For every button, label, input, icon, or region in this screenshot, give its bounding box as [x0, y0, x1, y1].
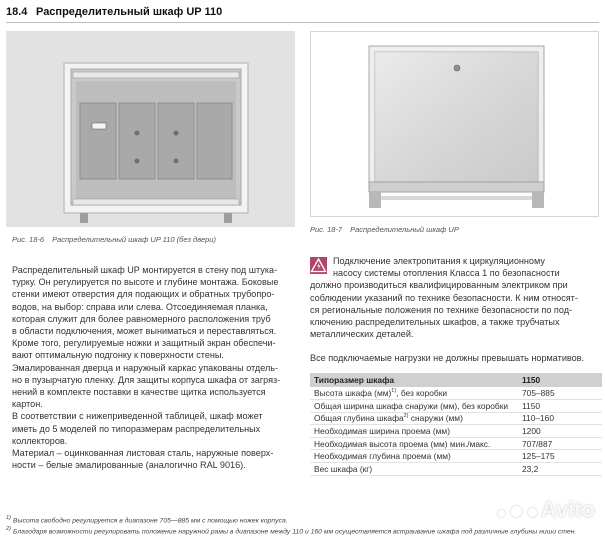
row-value: 707/887	[516, 437, 602, 450]
body-line: Эмалированная дверца и наружный каркас упакованы отдель-	[12, 362, 279, 373]
body-line: В соответствии с нижеприведенной таблицей, шкаф может	[12, 411, 263, 422]
row-label: Вес шкафа (кг)	[310, 463, 516, 476]
body-line: Кроме того, регулируемые ножки и защитный экран обеспечи-	[12, 338, 276, 349]
warning-line: металлических деталей.	[310, 329, 414, 340]
figure-label-left: Рис. 18-6	[12, 235, 45, 244]
row-label: Общая ширина шкафа снаружи (мм), без коробки	[310, 400, 516, 413]
row-value: 110–160	[516, 412, 602, 425]
body-line: иметь до 5 моделей по типоразмерам распределительных	[12, 423, 261, 434]
load-note: Все подключаемые нагрузки не должны превышать нормативов.	[310, 353, 585, 363]
avito-watermark	[498, 497, 595, 523]
table-header-label: Типоразмер шкафа	[310, 373, 516, 387]
table-row	[310, 400, 602, 413]
figure-caption-left	[12, 235, 216, 244]
table-row	[310, 412, 602, 425]
table-header-value: 1150	[516, 373, 602, 387]
figure-cabinet-without-door	[6, 31, 295, 227]
figure-label-right: Рис. 18-7	[310, 225, 343, 234]
row-label: Необходимая ширина проема (мм)	[310, 425, 516, 438]
body-line: вают оптимальную подгонку к поверхности стены.	[12, 350, 224, 361]
figure-caption-text-right: Распределительный шкаф UP	[350, 225, 459, 234]
row-label: Высота шкафа (мм)$^{1)}$, без коробки	[310, 387, 516, 400]
warning-block	[310, 255, 602, 340]
warning-line: соблюдении указаний по технике безопасности. К ним относят-	[310, 292, 578, 303]
table-row	[310, 450, 602, 463]
header-divider	[6, 22, 599, 23]
row-value: 23,2	[516, 463, 602, 476]
body-line: турку. Он регулируется по высоте и глубине монтажа. Боковые	[12, 277, 279, 288]
row-value: 705–885	[516, 387, 602, 400]
body-line: ности – белые эмалированные (аналогично RAL 9016).	[12, 460, 246, 471]
section-number: 18.4	[6, 6, 28, 18]
warning-text	[333, 255, 602, 279]
section-heading	[6, 6, 222, 18]
warning-line: насосу системы отопления Класса 1 по безопасности	[333, 268, 560, 279]
warning-line: ключению распределительных шкафов, а также трубчатых	[310, 317, 560, 328]
body-line: коллекторов.	[12, 435, 68, 446]
description-text	[12, 264, 297, 471]
body-line: Распределительный шкаф UP монтируется в стену под штука-	[12, 265, 278, 275]
row-label: Общая глубина шкафа$^{2)}$ снаружи (мм)	[310, 412, 516, 425]
row-label: Необходимая высота проема (мм) мин./макс.	[310, 437, 516, 450]
row-value: 125–175	[516, 450, 602, 463]
table-row	[310, 387, 602, 400]
warning-triangle-icon	[310, 257, 327, 274]
section-title: Распределительный шкаф UP 110	[36, 6, 223, 18]
figure-caption-right	[310, 225, 459, 234]
body-line: в области подключения, может выниматься и переставляться.	[12, 326, 277, 337]
cabinet-closed-illustration	[311, 32, 598, 216]
cabinet-open-illustration	[6, 31, 295, 227]
table-row	[310, 437, 602, 450]
footnote: $^{2)}$ Благодаря возможности регулировать положение наружной рамы в диапазоне между 110 и 160 мм осуществляется встраивание шкафа под различные глубины ниши стен.	[6, 526, 577, 536]
body-line: но в пузырчатую пленку. Для защиты корпуса шкафа от загряз-	[12, 374, 281, 385]
footnote: $^{1)}$ Высота свободно регулируется в диапазоне 705—885 мм с помощью ножек корпуса.	[6, 515, 288, 525]
figure-cabinet-closed	[310, 31, 599, 217]
table-header-row	[310, 373, 602, 387]
cabinet-spec-table	[310, 373, 602, 476]
footnotes	[6, 514, 576, 537]
row-label: Необходимая глубина проема (мм)	[310, 450, 516, 463]
row-value: 1150	[516, 400, 602, 413]
body-line: стенки имеют отверстия для подающих и обратных трубопро-	[12, 289, 275, 300]
table-row	[310, 463, 602, 476]
row-value: 1200	[516, 425, 602, 438]
table-row	[310, 425, 602, 438]
body-line: картон.	[12, 399, 43, 410]
warning-line: ся региональные положения по технике безопасности по под-	[310, 304, 573, 315]
figure-caption-text-left: Распределительный шкаф UP 110 (без двери)	[52, 235, 216, 244]
watermark-text: Avito	[540, 497, 595, 522]
avito-logo-icon	[498, 497, 537, 523]
body-line: которая служит для более равномерного расположения труб	[12, 313, 271, 324]
warning-line: Подключение электропитания к циркуляционному	[333, 256, 545, 266]
body-line: водов, на выбор: справа или слева. Отсоединяемая планка,	[12, 301, 268, 312]
warning-line: должно производиться квалифицированным электриком при	[310, 280, 568, 291]
body-line: нений в комплекте поставки в качестве щитка используется	[12, 387, 266, 398]
body-line: Материал – оцинкованная листовая сталь, наружные поверх-	[12, 448, 274, 459]
